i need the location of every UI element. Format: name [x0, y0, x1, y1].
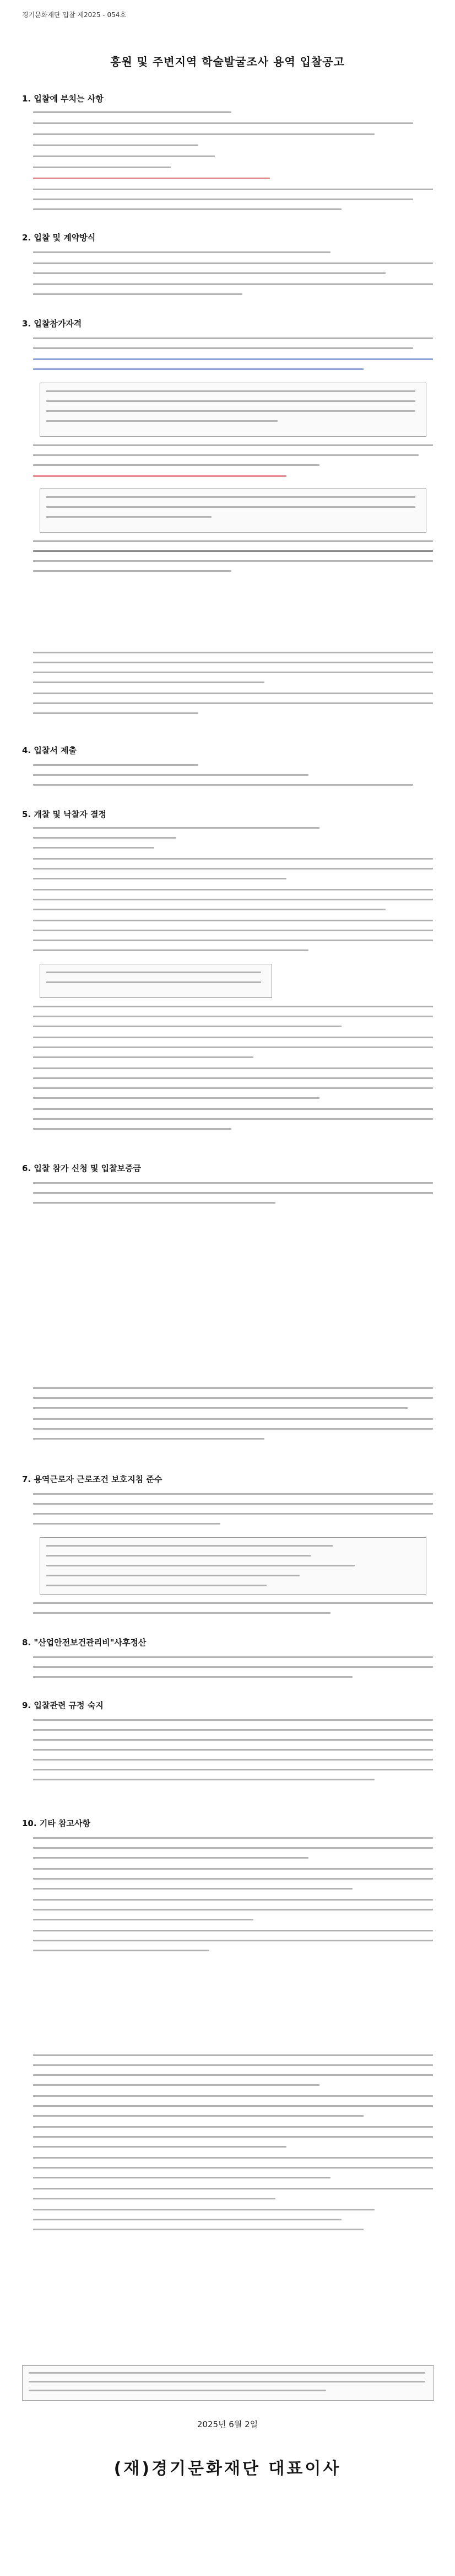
- text-line: [33, 1950, 209, 1951]
- text-line: [33, 1779, 375, 1780]
- text-line: [33, 1407, 408, 1409]
- page-title: 흥원 및 주변지역 학술발굴조사 용역 입찰공고: [110, 55, 345, 68]
- text-line: [33, 1128, 231, 1130]
- text-line: [33, 878, 286, 879]
- text-line: [33, 1857, 308, 1859]
- text-line: [33, 1878, 433, 1880]
- text-line: [33, 1056, 253, 1058]
- note-box: [40, 489, 426, 533]
- text-line: [33, 1077, 433, 1079]
- text-line: [33, 560, 433, 562]
- text-line: [46, 496, 415, 498]
- text-line: [33, 1729, 433, 1731]
- text-line: [33, 2146, 286, 2148]
- text-line: [33, 652, 433, 653]
- text-line: [33, 693, 433, 694]
- text-line: [33, 1513, 433, 1515]
- text-line: [46, 1555, 311, 1557]
- text-line: [33, 178, 270, 179]
- text-line: [33, 1940, 433, 1941]
- text-line: [33, 847, 154, 849]
- text-line: [33, 2177, 331, 2178]
- section-title-2: 2. 입찰 및 계약방식: [22, 233, 96, 243]
- text-line: [46, 506, 415, 508]
- text-line: [33, 111, 231, 113]
- text-line: [33, 2054, 433, 2056]
- text-line: [33, 1016, 433, 1017]
- text-line: [46, 972, 261, 973]
- text-line: [33, 1919, 253, 1920]
- text-line: [33, 1888, 353, 1890]
- text-line: [33, 712, 198, 714]
- text-line: [33, 868, 433, 870]
- text-line: [33, 347, 413, 349]
- text-line: [33, 454, 419, 456]
- text-line: [33, 2115, 364, 2117]
- text-line: [33, 1523, 220, 1525]
- text-line: [33, 198, 413, 200]
- section-title-4: 4. 입찰서 제출: [22, 745, 77, 755]
- text-line: [33, 155, 215, 157]
- text-line: [33, 1930, 433, 1931]
- text-line: [33, 702, 433, 704]
- section-title-1: 1. 입찰에 부치는 사항: [22, 94, 104, 104]
- text-line: [33, 570, 231, 572]
- text-line: [33, 2188, 433, 2189]
- text-line: [33, 1759, 433, 1761]
- text-line: [29, 2372, 425, 2374]
- text-line: [46, 390, 415, 392]
- section-title-8: 8. "산업안전보건관리비"사후정산: [22, 1638, 147, 1647]
- text-line: [33, 368, 364, 370]
- text-line: [33, 2219, 342, 2220]
- section-title-7: 7. 용역근로자 근로조건 보호지침 준수: [22, 1474, 162, 1484]
- text-line: [33, 1418, 433, 1420]
- text-line: [33, 774, 308, 776]
- note-box: [40, 964, 272, 998]
- text-line: [33, 1493, 433, 1495]
- text-line: [33, 2209, 375, 2210]
- section-title-10: 10. 기타 참고사항: [22, 1818, 90, 1828]
- section-title-9: 9. 입찰관련 규정 숙지: [22, 1700, 104, 1710]
- text-line: [33, 1666, 433, 1668]
- text-line: [33, 1118, 433, 1120]
- text-line: [33, 2095, 433, 2097]
- issuer-signature: (재)경기문화재단 대표이사: [113, 2459, 342, 2478]
- footer-note-box: [22, 2365, 434, 2401]
- text-line: [33, 1037, 433, 1038]
- text-line: [33, 1026, 342, 1027]
- text-line: [33, 122, 413, 124]
- text-line: [33, 1656, 433, 1658]
- text-line: [33, 1067, 433, 1069]
- text-line: [33, 550, 433, 552]
- text-line: [33, 540, 433, 542]
- text-line: [33, 1612, 331, 1614]
- text-line: [33, 1847, 433, 1849]
- text-line: [46, 420, 278, 422]
- text-line: [33, 2105, 433, 2107]
- text-line: [33, 1438, 264, 1440]
- doc-number: 경기문화재단 입찰 제2025 - 054호: [22, 11, 126, 19]
- text-line: [33, 1202, 275, 1204]
- text-line: [46, 410, 415, 412]
- text-line: [33, 858, 433, 860]
- text-line: [33, 133, 375, 135]
- text-line: [33, 1108, 433, 1110]
- text-line: [33, 2136, 433, 2138]
- text-line: [33, 2084, 319, 2086]
- announcement-date: 2025년 6월 2일: [197, 2419, 258, 2429]
- text-line: [33, 262, 433, 264]
- text-line: [33, 189, 433, 190]
- section-title-3: 3. 입찰참가자격: [22, 319, 82, 329]
- text-line: [33, 1087, 433, 1089]
- text-line: [33, 2229, 364, 2230]
- text-line: [46, 1585, 267, 1586]
- text-line: [33, 1719, 433, 1721]
- text-line: [33, 2126, 433, 2128]
- text-line: [33, 2167, 433, 2169]
- text-line: [33, 2074, 433, 2076]
- text-line: [46, 400, 415, 402]
- text-line: [33, 1503, 433, 1505]
- text-line: [33, 1676, 353, 1678]
- text-line: [33, 1899, 433, 1901]
- text-line: [33, 784, 413, 786]
- text-line: [33, 1046, 433, 1048]
- text-line: [33, 1749, 433, 1751]
- section-title-5: 5. 개찰 및 낙찰자 결정: [22, 809, 106, 819]
- text-line: [33, 930, 433, 931]
- text-line: [33, 681, 264, 683]
- text-line: [33, 251, 331, 253]
- text-line: [33, 1739, 433, 1741]
- text-line: [46, 981, 261, 983]
- text-line: [33, 1868, 433, 1870]
- text-line: [33, 1909, 433, 1910]
- text-line: [33, 1006, 433, 1007]
- text-line: [29, 2381, 425, 2382]
- text-line: [33, 358, 433, 360]
- text-line: [33, 827, 319, 829]
- text-line: [33, 949, 308, 951]
- text-line: [33, 662, 433, 663]
- text-line: [33, 1769, 433, 1770]
- text-line: [33, 764, 198, 766]
- text-line: [33, 2157, 433, 2159]
- text-line: [33, 920, 433, 921]
- text-line: [33, 909, 386, 910]
- text-line: [33, 672, 433, 673]
- text-line: [33, 144, 198, 146]
- text-line: [33, 2198, 275, 2199]
- text-line: [33, 1602, 433, 1604]
- text-line: [29, 2390, 326, 2391]
- text-line: [33, 337, 433, 339]
- text-line: [33, 837, 176, 839]
- text-line: [46, 1565, 355, 1566]
- text-line: [33, 167, 171, 168]
- text-line: [33, 464, 319, 466]
- section-title-6: 6. 입찰 참가 신청 및 입찰보증금: [22, 1163, 142, 1173]
- text-line: [33, 272, 386, 274]
- text-line: [46, 1575, 300, 1576]
- text-line: [33, 208, 342, 210]
- text-line: [33, 889, 433, 890]
- text-line: [33, 1428, 433, 1430]
- text-line: [33, 2064, 433, 2066]
- text-line: [33, 1397, 433, 1399]
- text-line: [33, 1097, 319, 1099]
- text-line: [33, 293, 242, 295]
- text-line: [33, 899, 433, 900]
- text-line: [33, 475, 286, 477]
- text-line: [46, 1545, 333, 1547]
- text-line: [33, 444, 433, 446]
- text-line: [33, 1192, 433, 1194]
- text-line: [33, 1182, 433, 1184]
- text-line: [46, 516, 212, 518]
- text-line: [33, 1837, 433, 1839]
- text-line: [33, 283, 433, 285]
- text-line: [33, 940, 433, 941]
- text-line: [33, 1387, 433, 1389]
